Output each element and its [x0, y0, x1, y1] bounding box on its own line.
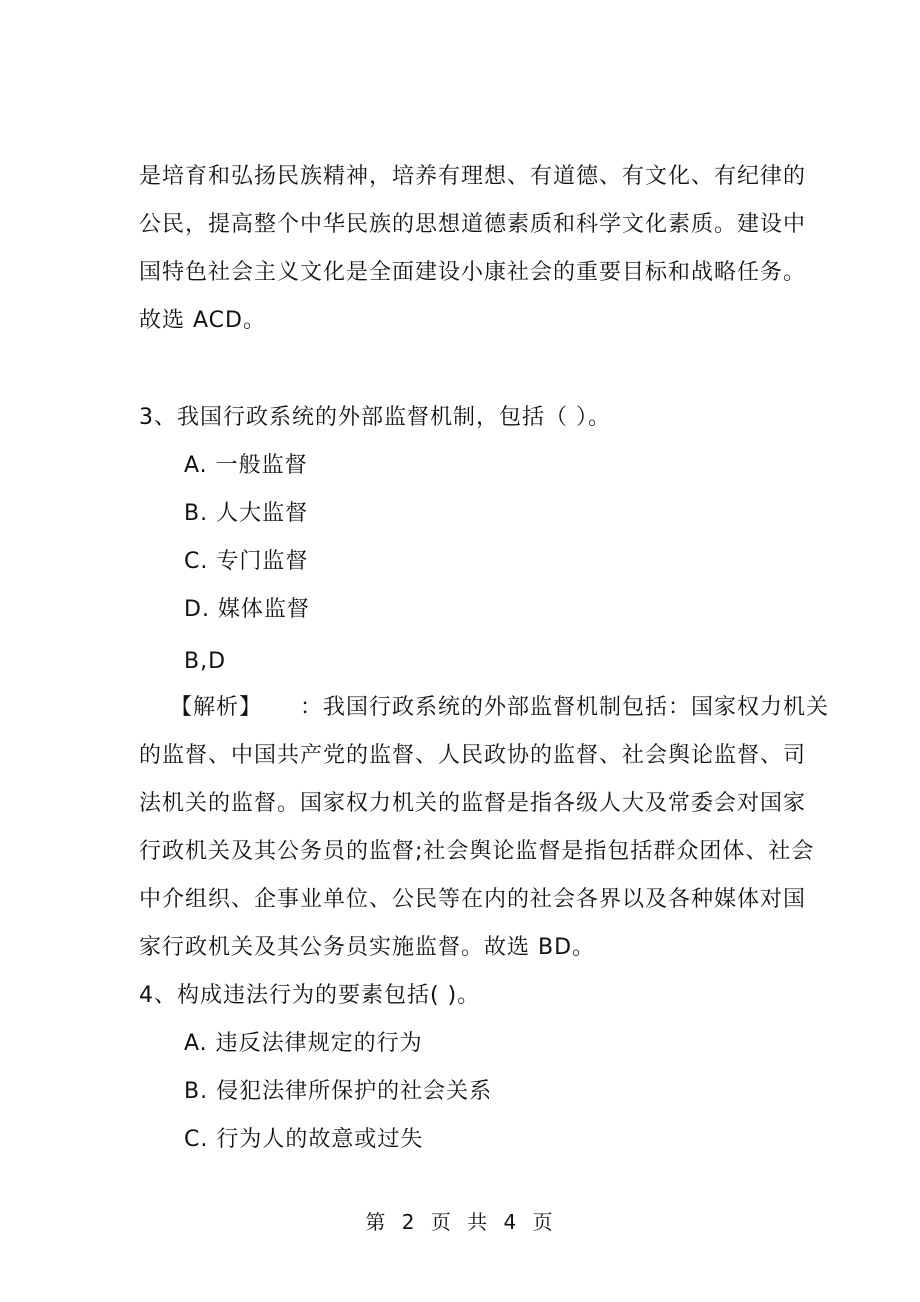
text-line: 是培育和弘扬民族精神，培养有理想、有道德、有文化、有纪律的 — [139, 164, 807, 189]
text-line: 公民，提高整个中华民族的思想道德素质和科学文化素质。建设中 — [139, 212, 807, 237]
explanation-text: ：我国行政系统的外部监督机制包括：国家权力机关 — [300, 695, 830, 720]
explanation-line: 的监督、中国共产党的监督、人民政协的监督、社会舆论监督、司 — [139, 743, 807, 768]
question-stem: 4、构成违法行为的要素包括( )。 — [139, 983, 481, 1008]
explanation-line: 法机关的监督。国家权力机关的监督是指各级人大及常委会对国家 — [139, 791, 807, 816]
explanation-label: 【解析】 — [170, 695, 263, 720]
question-stem: 3、我国行政系统的外部监督机制，包括（ ）。 — [139, 405, 611, 430]
text-line: 故选 ACD。 — [139, 308, 266, 333]
answer: B,D — [184, 649, 227, 674]
explanation-line: 家行政机关及其公务员实施监督。故选 BD。 — [139, 935, 596, 960]
page-number: 第 2 页 共 4 页 — [365, 1210, 555, 1234]
option-a: A. 违反法律规定的行为 — [184, 1031, 423, 1056]
explanation-line: 行政机关及其公务员的监督;社会舆论监督是指包括群众团体、社会 — [139, 839, 815, 864]
option-a: A. 一般监督 — [184, 453, 308, 478]
option-b: B. 人大监督 — [184, 501, 309, 526]
option-d: D. 媒体监督 — [184, 597, 310, 622]
option-b: B. 侵犯法律所保护的社会关系 — [184, 1079, 493, 1104]
option-c: C. 专门监督 — [184, 549, 309, 574]
explanation-first-line — [170, 694, 829, 722]
option-c: C. 行为人的故意或过失 — [184, 1127, 424, 1152]
text-line: 国特色社会主义文化是全面建设小康社会的重要目标和战略任务。 — [139, 260, 807, 285]
explanation-line: 中介组织、企事业单位、公民等在内的社会各界以及各种媒体对国 — [139, 887, 807, 912]
